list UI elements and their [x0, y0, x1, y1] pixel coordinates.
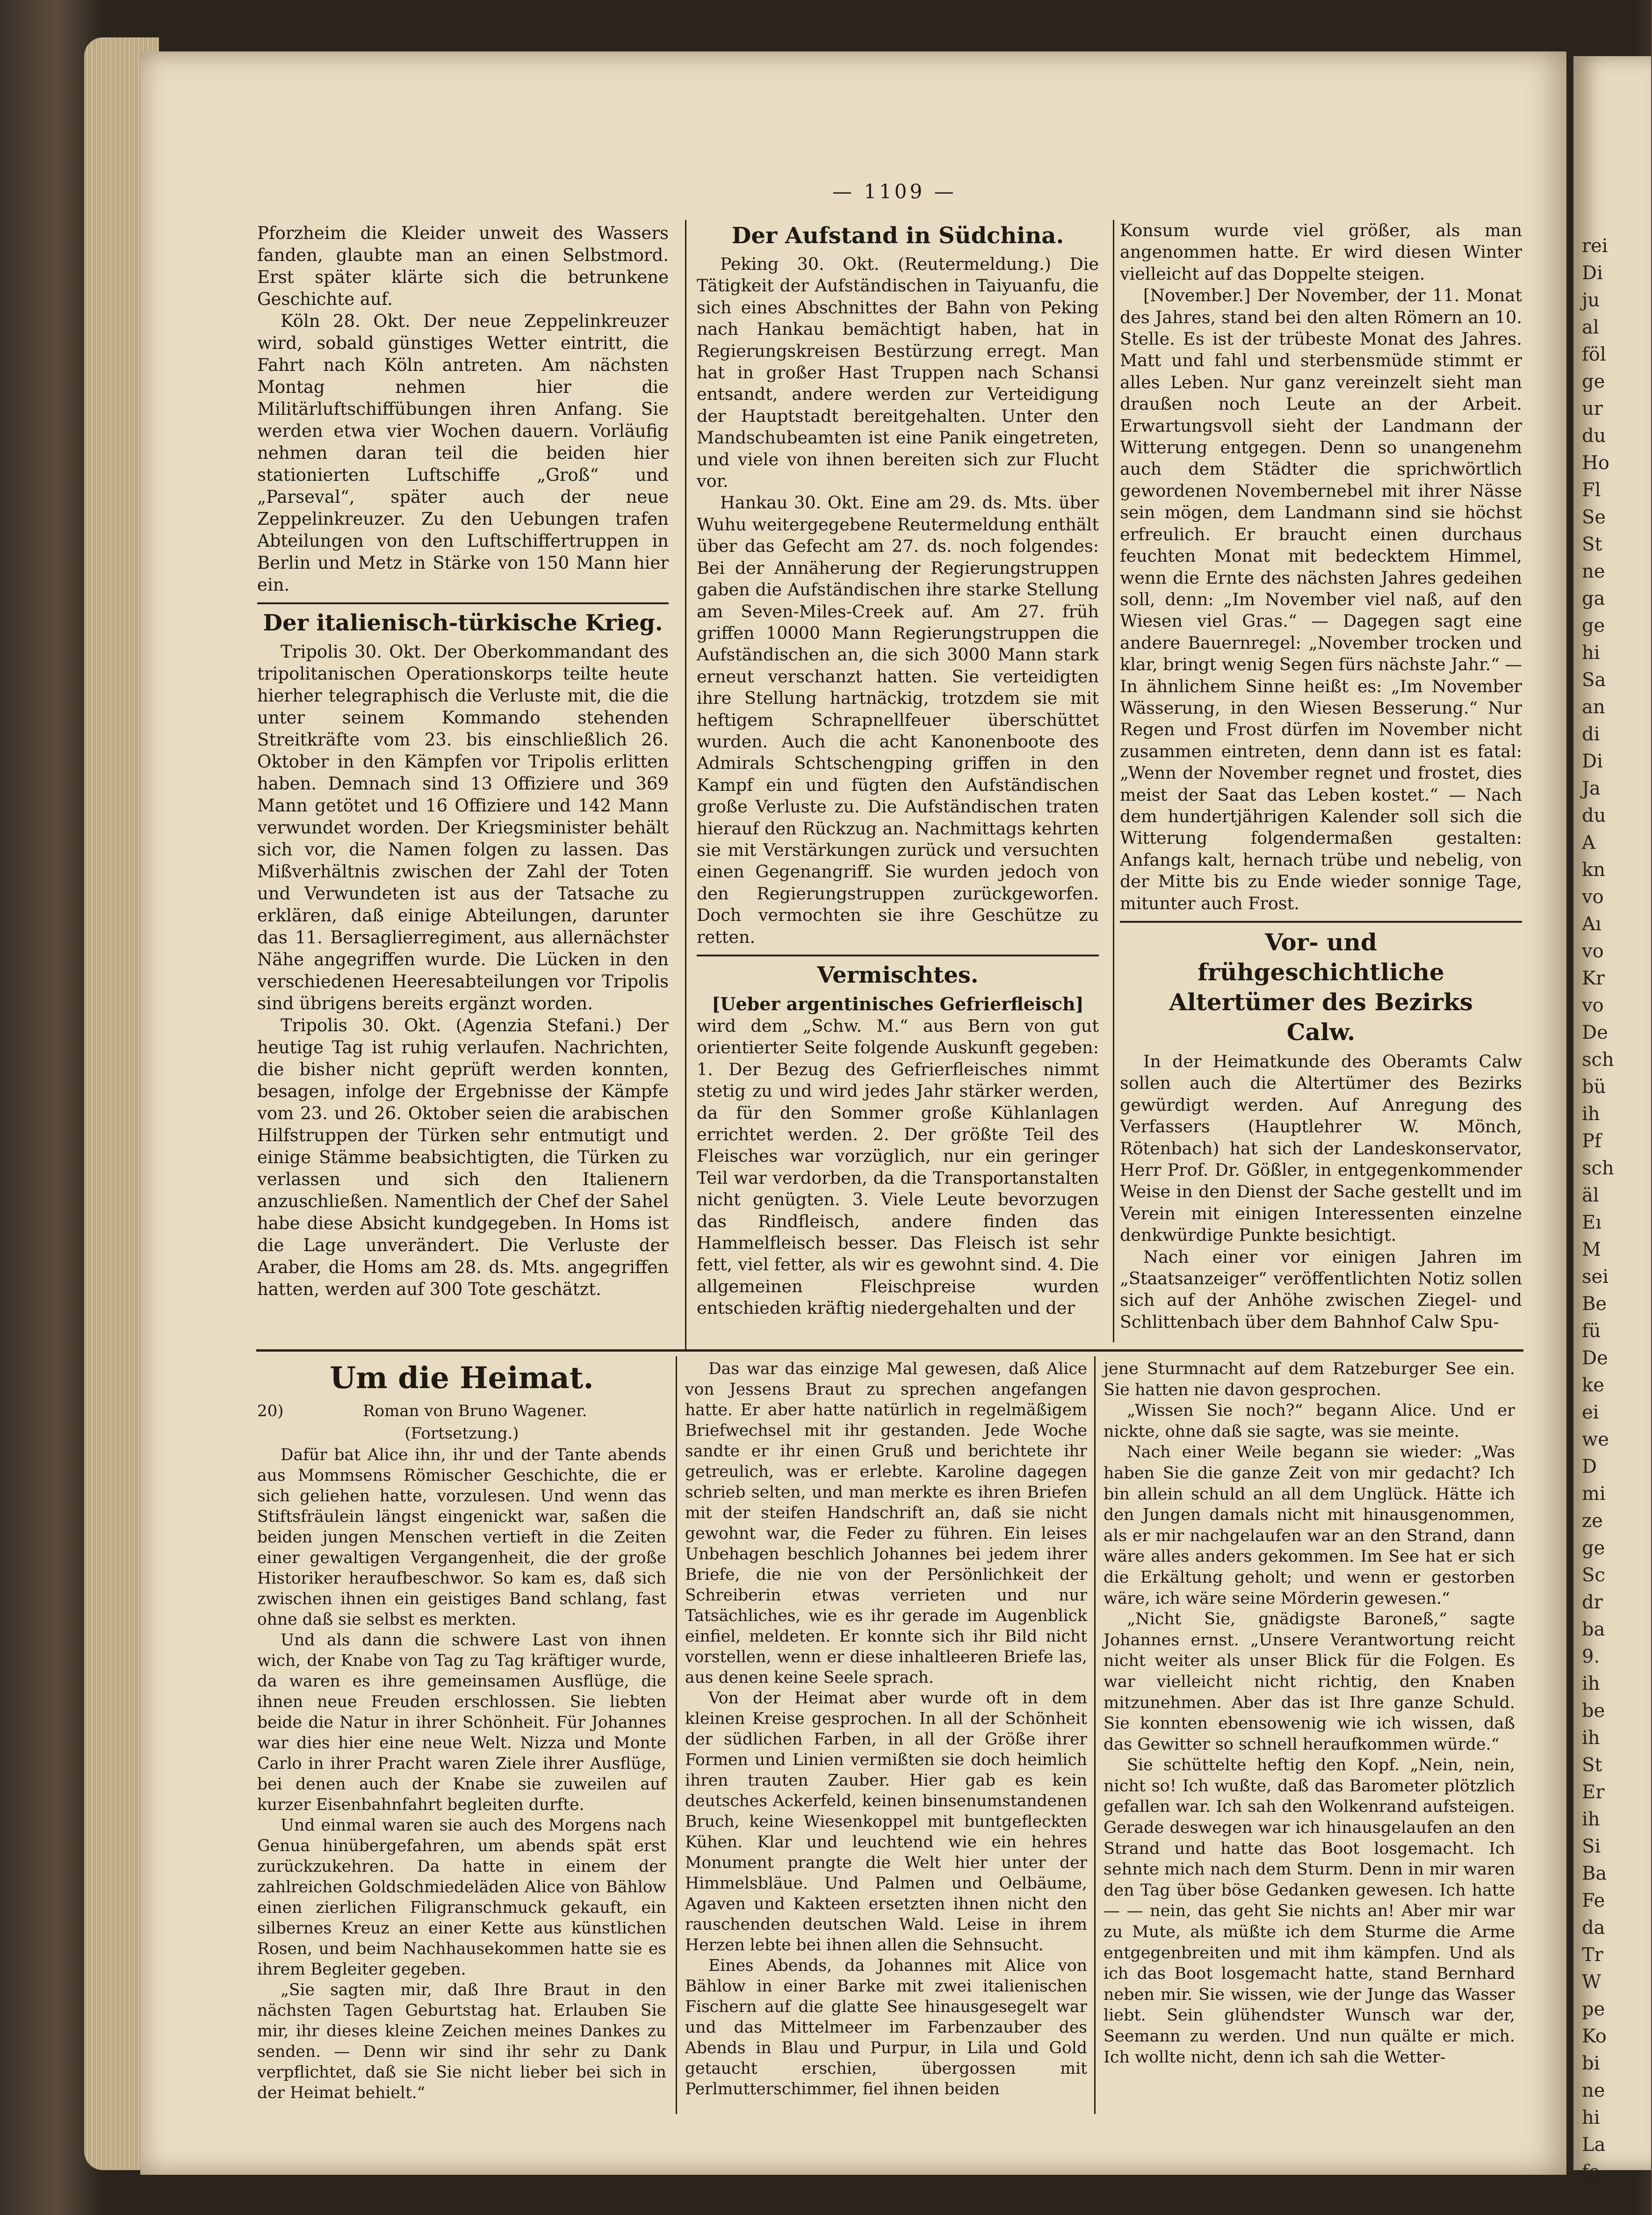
section-heading: Vor- und frühgeschichtliche Altertümer des Bezirks Calw. [1169, 928, 1473, 1046]
facing-page-text-fragment: pe [1582, 1998, 1605, 2020]
facing-page-text-fragment: La [1582, 2134, 1606, 2156]
facing-page-text-fragment: ur [1582, 398, 1603, 420]
column-right [1120, 220, 1522, 1333]
facing-page-text-fragment: ba [1582, 1619, 1605, 1640]
facing-page-text-fragment: ih [1582, 1103, 1600, 1125]
rule [257, 602, 669, 604]
article-paragraph: „Wissen Sie noch?“ begann Alice. Und er nickte, ohne daß sie sagte, was sie meinte. [1104, 1401, 1515, 1441]
serial-line [257, 1400, 666, 1422]
facing-page-text-fragment: ne [1582, 561, 1605, 582]
article-paragraph: Und einmal waren sie auch des Morgens nach Genua hinübergefahren, um abends spät erst zurückzukehren. Da hatte in einem der zahlreichen Goldschmiedeläden Alice von Bählow einen zierlichen Filigranschmuck gekauft, ein silbernes Kreuz an einer Kette aus künstlichen Rosen, und beim Nachhausekommen hatte sie es ihrem Begleiter gegeben. [257, 1816, 666, 1979]
facing-page-text-fragment: Be [1582, 1293, 1607, 1315]
facing-page-text-fragment: fe [1582, 2161, 1600, 2183]
facing-page-text-fragment: we [1582, 1429, 1609, 1450]
facing-page-text-fragment: du [1582, 425, 1606, 447]
continuation-note: (Fortsetzung.) [404, 1424, 519, 1443]
article-paragraph: jene Sturmnacht auf dem Ratzeburger See ein. Sie hatten nie davon gesprochen. [1104, 1360, 1515, 1399]
column-divider [1113, 220, 1114, 1342]
facing-page-text-fragment: Fe [1582, 1890, 1605, 1911]
column-middle [697, 220, 1099, 1319]
facing-page-fragment [1573, 56, 1651, 2183]
facing-page-text-fragment: vo [1582, 886, 1604, 908]
facing-page-text-fragment: bü [1582, 1076, 1606, 1098]
rule [697, 955, 1099, 956]
facing-page-text-fragment: ga [1582, 588, 1605, 609]
facing-page-text-fragment: al [1582, 317, 1599, 338]
article-paragraph: Peking 30. Okt. (Reutermeldung.) Die Tätigkeit der Aufständischen in Taiyuanfu, die sich eines Abschnittes der Bahn von Peking nach Hankau bemächtigt haben, hat in Regierungskreisen Bestürzung erregt. Man hat in großer Hast Truppen nach Schansi entsandt, andere werden zur Verteidigung der Hauptstadt bereitgehalten. Unter den Mandschubeamten ist eine Panik eingetreten, und viele von ihnen bereiten sich zur Flucht vor. [697, 254, 1099, 492]
section-divider [256, 1349, 1523, 1352]
article-paragraph: Hankau 30. Okt. Eine am 29. ds. Mts. über Wuhu weitergegebene Reutermeldung enthält über das Gefecht am 27. ds. noch folgendes: Bei der Annäherung der Regierungstruppen gaben die Aufständischen ihre starke Stellung am Seven-Miles-Creek auf. Am 27. früh griffen 10000 Mann Regierungstruppen die Aufständischen an, die sich 3000 Mann stark erneut verschanzt hatten. Sie verteidigten ihre Stellung hartnäckig, trotzdem sie mit heftigem Schrapnellfeuer überschüttet wurden. Auch die acht Kanonenboote des Admirals Schtschengping griffen in den Kampf ein und fügten den Aufständischen große Verluste zu. Die Aufständischen traten hierauf den Rückzug an. Nachmittags kehrten sie mit Verstärkungen zurück und versuchten einen Gegenangriff. Sie wurden jedoch von den Regierungstruppen zurückgeworfen. Doch vermochten sie ihre Geschütze zu retten. [697, 492, 1099, 947]
column-divider [685, 220, 686, 1352]
facing-page-text-fragment: Kr [1582, 968, 1605, 989]
facing-page-text-fragment: Ja [1582, 778, 1601, 799]
article-paragraph: Pforzheim die Kleider unweit des Wassers fanden, glaubte man an einen Selbstmord. Erst später klärte sich die betrunkene Geschichte auf. [257, 223, 669, 309]
facing-page-text-fragment: fü [1582, 1320, 1601, 1342]
facing-page-text-fragment: ge [1582, 615, 1605, 637]
facing-page-text-fragment: kn [1582, 859, 1605, 881]
facing-page-text-fragment: mi [1582, 1483, 1606, 1505]
facing-page-text-fragment: sei [1582, 1266, 1609, 1288]
article-paragraph: „Sie sagten mir, daß Ihre Braut in den nächsten Tagen Geburtstag hat. Erlauben Sie mir, ihr dieses kleine Zeichen meines Dankes zu senden. — Denn wir sind ihr sehr zu Dank verpflichtet, daß sie Sie nicht lieber bei sich in der Heimat behielt.“ [257, 1981, 666, 2102]
article-paragraph: Nach einer Weile begann sie wieder: „Was haben Sie die ganze Zeit von mir gedacht? Ich bin allein schuld an all dem Unglück. Hätte ich den Jungen damals nicht mit hinausgenommen, als er mir nachgelaufen war an den Strand, dann wäre alles anders gekommen. Im See hat er sich die Erkältung geholt; und wenn er gestorben wäre, ich wäre seine Mörderin gewesen.“ [1104, 1443, 1515, 1608]
novel-column-middle [685, 1359, 1087, 2099]
facing-page-text-fragment: sch [1582, 1049, 1614, 1071]
section-heading: Vermischtes. [817, 962, 979, 988]
facing-page-text-fragment: an [1582, 696, 1605, 718]
facing-page-text-fragment: ge [1582, 1537, 1605, 1559]
facing-page-text-fragment: ne [1582, 2080, 1605, 2101]
facing-page-text-fragment: Eı [1582, 1212, 1602, 1233]
facing-page-text-fragment: Sa [1582, 669, 1606, 691]
facing-page-text-fragment: De [1582, 1022, 1608, 1043]
facing-page-text-fragment: W [1582, 1971, 1602, 1993]
facing-page-text-fragment: hi [1582, 2107, 1600, 2128]
facing-page-text-fragment: be [1582, 1700, 1605, 1722]
article-paragraph: Dafür bat Alice ihn, ihr und der Tante abends aus Mommsens Römischer Geschichte, die er sich geliehen hatte, vorzulesen. Und wenn das Stiftsfräulein längst eingenickt war, saßen die beiden jungen Menschen vertieft in die Zeiten einer gewaltigen Vergangenheit, die der große Historiker heraufbeschwor. So kam es, daß sich zwischen ihnen ein geistiges Band schlang, fast ohne daß sie selbst es merkten. [257, 1446, 666, 1629]
facing-page-text-fragment: 9. [1582, 1646, 1600, 1667]
facing-page-text-fragment: bi [1582, 2053, 1600, 2074]
facing-page-text-fragment: ge [1582, 371, 1605, 392]
facing-page-text-fragment: föl [1582, 344, 1606, 365]
facing-page-text-fragment: da [1582, 1917, 1605, 1939]
facing-page-text-fragment: Pf [1582, 1130, 1602, 1152]
facing-page-text-fragment: St [1582, 1754, 1602, 1776]
facing-page-text-fragment: Fl [1582, 479, 1601, 501]
facing-page-text-fragment: ih [1582, 1727, 1600, 1749]
novel-byline: Roman von Bruno Wagener. [363, 1402, 587, 1420]
article-paragraph: [November.] Der November, der 11. Monat des Jahres, stand bei den alten Römern an 10. Stelle. Es ist der trübeste Monat des Jahres. Matt und fahl und sterbensmüde stimmt er alles Leben. Nur ganz vereinzelt sieht man draußen noch Leute an der Arbeit. Erwartungsvoll sieht der Landmann der Witterung entgegen. Denn so unangenehm auch dem Städter die sprichwörtlich gewordenen Novembernebel mit ihrer Nässe sein mögen, dem Landmann sind sie höchst erfreulich. Er braucht einen durchaus feuchten Monat mit bedecktem Himmel, wenn die Ernte des nächsten Jahres gedeihen soll, denn: „Im November viel naß, auf den Wiesen viel Gras.“ — Dagegen sagt eine andere Bauernregel: „November trocken und klar, bringt wenig Segen fürs nächste Jahr.“ — In ähnlichem Sinne heißt es: „Im November Wässerung, in den Wiesen Besserung.“ Nur Regen und Frost dürfen im November nicht zusammen eintreten, denn dann ist es fatal: „Wenn der November regnet und frostet, dies meist der Saat das Leben kostet.“ — Nach dem hundertjährigen Kalender soll sich die Witterung folgendermaßen gestalten: Anfangs kalt, hernach trübe und nebelig, von der Mitte bis zu Ende wieder sonnige Tage, mitunter auch Frost. [1120, 285, 1522, 913]
facing-page-text-fragment: rei [1582, 235, 1608, 257]
facing-page-text-fragment: ei [1582, 1402, 1599, 1423]
article-paragraph: Tripolis 30. Okt. Der Oberkommandant des tripolitanischen Operationskorps teilte heute hierher telegraphisch die Verluste mit, die die unter seinem Kommando stehenden Streitkräfte vom 23. bis einschließlich 26. Oktober in den Kämpfen vor Tripolis erlitten haben. Demnach sind 13 Offiziere und 369 Mann getötet und 16 Offiziere und 142 Mann verwundet worden. Der Kriegsminister behält sich vor, die Namen folgen zu lassen. Das Mißverhältnis zwischen der Zahl der Toten und Verwundeten ist aus der Tatsache zu erklären, daß einige Abteilungen, darunter das 11. Bersaglierregiment, aus allernächster Nähe angegriffen wurde. Die Lücken in den verschiedenen Heeresabteilungen vor Tripolis sind übrigens bereits ergänzt worden. [257, 642, 669, 1013]
facing-page-text-fragment: ke [1582, 1375, 1604, 1396]
facing-page-text-fragment: D [1582, 1456, 1597, 1477]
facing-page-text-fragment: Di [1582, 262, 1603, 284]
facing-page-text-fragment: äl [1582, 1185, 1599, 1206]
section-heading: Der Aufstand in Südchina. [731, 223, 1064, 249]
page-number: — 1109 — [832, 180, 957, 203]
facing-page-text-fragment: dr [1582, 1592, 1603, 1613]
article-paragraph: Eines Abends, da Johannes mit Alice von Bählow in einer Barke mit zwei italienischen Fischern auf die glatte See hinausgesegelt war und das Mittelmeer im Farbenzauber des Abends in Blau und Purpur, in Lila und Gold getaucht erschien, übergossen mit Perlmutterschimmer, fiel ihnen beiden [685, 1956, 1087, 2099]
novel-column-left [257, 1359, 666, 2103]
facing-page-text-fragment: ze [1582, 1510, 1603, 1532]
facing-page-text-fragment: Ho [1582, 452, 1609, 474]
facing-page-text-fragment: Di [1582, 751, 1603, 772]
facing-page-text-fragment: Se [1582, 507, 1606, 528]
article-paragraph: Das war das einzige Mal gewesen, daß Alice von Jessens Braut zu sprechen angefangen hatte. Er aber hatte natürlich in regelmäßigem Briefwechsel mit ihr gestanden. Jede Woche sandte er ihr einen Gruß und berichtete ihr getreulich, was er erlebte. Karoline dagegen schrieb selten, und man merkte es ihren Briefen mit der steifen Handschrift an, daß sie nicht gewohnt war, die Feder zu führen. Ein leises Unbehagen beschlich Johannes bei jedem ihrer Briefe, die nie von der Persönlichkeit der Schreiberin etwas verrieten und nur Tatsächliches, wie es ihr gerade im Augenblick einfiel, meldeten. Er konnte sich ihr Bild nicht vorstellen, wenn er diese inhaltleeren Briefe las, aus denen keine Seele sprach. [685, 1360, 1087, 1687]
facing-page-text-fragment: De [1582, 1347, 1608, 1369]
facing-page-text-fragment: A [1582, 832, 1595, 854]
novel-title: Um die Heimat. [330, 1361, 594, 1396]
facing-page-text-fragment: Ko [1582, 2026, 1607, 2047]
facing-page-text-fragment: hi [1582, 642, 1600, 664]
article-paragraph: Von der Heimat aber wurde oft in dem kleinen Kreise gesprochen. In all der Schönheit der südlichen Farben, in all der Größe ihrer Formen und Linien vermißten sie doch heimlich ihren trauten Zauber. Hier gab es kein deutsches Ackerfeld, keinen binsenumstandenen Bruch, keine Wiesenkoppel mit buntgefleckten Kühen. Klar und leuchtend wie ein hehres Monument prangte die Welt hier unter der Himmelsbläue. Und Palmen und Oelbäume, Agaven und Kakteen ersetzten ihnen nicht den rauschenden deutschen Wald. Leise in ihrem Herzen lebte bei ihnen allen die Sehnsucht. [685, 1689, 1087, 1954]
article-paragraph: Köln 28. Okt. Der neue Zeppelinkreuzer wird, sobald günstiges Wetter eintritt, die Fahrt nach Köln antreten. Am nächsten Montag nehmen hier die Militärluftschiffübungen ihren Anfang. Sie werden etwa vier Wochen dauern. Vorläufig nehmen daran teil die beiden hier stationierten Luftschiffe „Groß“ und „Parseval“, später auch der neue Zeppelinkreuzer. Zu den Uebungen trafen Abteilungen von den Luftschiffertruppen in Berlin und Metz in Stärke von 150 Mann hier ein. [257, 311, 669, 595]
facing-page-text-fragment: Ba [1582, 1863, 1607, 1884]
facing-page-text-fragment: M [1582, 1239, 1601, 1260]
facing-page-text-fragment: Sc [1582, 1564, 1605, 1586]
novel-column-right [1104, 1359, 1515, 2068]
article-paragraph: In der Heimatkunde des Oberamts Calw sollen auch die Altertümer des Bezirks gewürdigt werden. Auf Anregung des Verfassers (Hauptlehrer W. Mönch, Rötenbach) hat sich der Landeskonservator, Herr Prof. Dr. Gößler, in entgegenkommender Weise in den Dienst der Sache gestellt und im Verein mit einigen Interessenten einzelne denkwürdige Punkte besichtigt. [1120, 1051, 1522, 1245]
facing-page-text-fragment: ju [1582, 290, 1600, 311]
article-paragraph: Nach einer vor einigen Jahren im „Staatsanzeiger“ veröffentlichten Notiz sollen sich auf der Anhöhe zwischen Ziegel- und Schlittenbach über dem Bahnhof Calw Spu- [1120, 1246, 1522, 1332]
facing-page-text-fragment: St [1582, 534, 1602, 555]
article-paragraph: Und als dann die schwere Last von ihnen wich, der Knabe von Tag zu Tag kräftiger wurde, da waren es ihre gemeinsamen Ausflüge, die ihnen neue Freuden erschlossen. Sie liebten beide die Natur in ihrer Schönheit. Für Johannes war dies hier eine neue Welt. Nizza und Monte Carlo in ihrer Pracht waren Ziele ihrer Ausflüge, bei denen auch der Knabe sie zuweilen auf kurzer Eisenbahnfahrt begleiten durfte. [257, 1631, 666, 1814]
article-paragraph: Konsum wurde viel größer, als man angenommen hatte. Er wird diesen Winter vielleicht auf das Doppelte steigen. [1120, 220, 1522, 284]
facing-page-text-fragment: Si [1582, 1836, 1601, 1857]
facing-page-text-fragment: ih [1582, 1809, 1600, 1830]
article-paragraph: wird dem „Schw. M.“ aus Bern von gut orientierter Seite folgende Auskunft gegeben: 1. Der Bezug des Gefrierfleisches nimmt stetig zu und wird jedes Jahr stärker werden, da für den Sommer große Kühlanlagen errichtet werden. 2. Der größte Teil des Fleisches war vorzüglich, nur ein geringer Teil war verdorben, da die Transportanstalten nicht genügten. 3. Viele Leute bevorzugen das Rindfleisch, andere finden das Hammelfleisch besser. Das Fleisch ist sehr fett, viel fetter, als wir es gewohnt sind. 4. Die allgemeinen Fleischpreise wurden entschieden kräftig niedergehalten und der [697, 1016, 1099, 1318]
section-heading: Der italienisch-türkische Krieg. [263, 610, 663, 636]
article-paragraph: Sie schüttelte heftig den Kopf. „Nein, nein, nicht so! Ich wußte, daß das Barometer plötzlich gefallen war. Ich sah den Wolkenrand aufsteigen. Gerade deswegen war ich hinausgelaufen an den Strand und hatte das Boot losgemacht. Ich sehnte mich nach dem Sturm. Denn in mir waren den Tag über böse Gedanken gewesen. Ich hatte — — nein, das geht Sie nichts an! Aber mir war zu Mute, als müßte ich dem Sturme die Arme entgegenbreiten und mit ihm kämpfen. Und als ich das Boot losgemacht hatte, stand Bernhard neben mir. Sie wissen, wie der Junge das Wasser liebt. Sein glühendster Wunsch war der, Seemann zu werden. Und nun quälte er mich. Ich wollte nicht, denn ich sah die Wetter- [1104, 1756, 1515, 2067]
facing-page-text-fragment: Er [1582, 1781, 1605, 1803]
facing-page-text-fragment: sch [1582, 1158, 1614, 1179]
column-divider [1094, 1356, 1096, 2114]
column-left [257, 222, 669, 1300]
facing-page-text-fragment: vo [1582, 941, 1604, 962]
facing-page-text-fragment: Tr [1582, 1944, 1603, 1966]
rule [1120, 921, 1522, 923]
column-divider [676, 1356, 677, 2114]
facing-page-text-fragment: di [1582, 724, 1600, 745]
serial-number: 20) [257, 1402, 284, 1420]
subheading: [Ueber argentinisches Gefrierfleisch] [712, 993, 1084, 1014]
facing-page-text-fragment: du [1582, 805, 1606, 826]
facing-page-text-fragment: ih [1582, 1673, 1600, 1694]
article-paragraph: Tripolis 30. Okt. (Agenzia Stefani.) Der heutige Tag ist ruhig verlaufen. Nachrichten, die bisher nicht geprüft werden konnten, besagen, infolge der Ergebnisse der Kämpfe vom 23. und 26. Oktober seien die arabischen Hilfstruppen der Türken sehr entmutigt und einige Stämme beabsichtigten, die Türken zu verlassen und sich den Italienern anzuschließen. Namentlich der Chef der Sahel habe diese Absicht kundgegeben. In Homs ist die Lage unverändert. Die Verluste der Araber, die Homs am 28. ds. Mts. angegriffen hatten, werden auf 300 Tote geschätzt. [257, 1015, 669, 1299]
facing-page-text-fragment: Aı [1582, 913, 1602, 935]
facing-page-text-fragment: vo [1582, 995, 1604, 1016]
article-paragraph: „Nicht Sie, gnädigste Baroneß,“ sagte Johannes ernst. „Unsere Verantwortung reicht nicht weiter als unser Blick für die Folgen. Es war vielleicht nicht richtig, den Knaben mitzunehmen. Aber das ist Ihre ganze Schuld. Sie konnten ebensowenig wie ich wissen, daß das Gewitter so schnell heraufkommen würde.“ [1104, 1610, 1515, 1754]
